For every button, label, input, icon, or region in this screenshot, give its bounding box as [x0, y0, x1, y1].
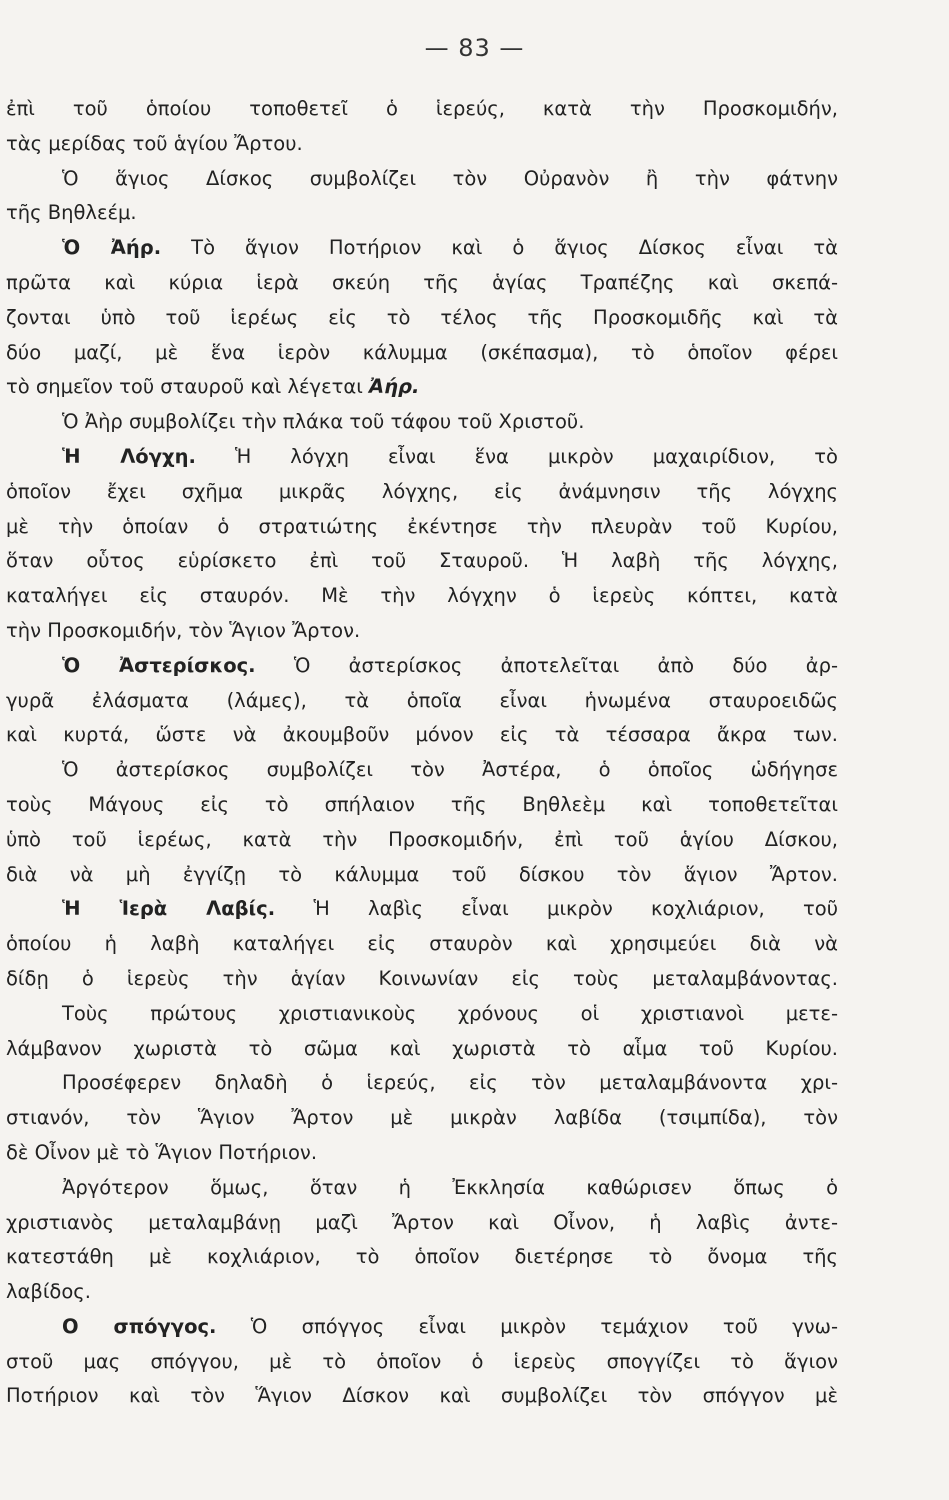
line-text: κατεστάθη μὲ κοχλιάριον, τὸ ὁποῖον διετέρησε τὸ ὄνομα τῆς	[6, 1245, 838, 1269]
text-line	[6, 718, 838, 753]
line-text: καταλήγει εἰς σταυρόν. Μὲ τὴν λόγχην ὁ ἱερεὺς κόπτει, κατὰ	[6, 584, 838, 608]
line-text: στοῦ μας σπόγγου, μὲ τὸ ὁποῖον ὁ ἱερεὺς σπογγίζει τὸ ἅγιον	[6, 1349, 838, 1373]
text-line	[6, 927, 838, 962]
section-heading: Ὁ Ἀήρ.	[62, 236, 162, 260]
emphasized-term: Ἀήρ.	[369, 375, 420, 399]
text-line	[6, 858, 838, 893]
text-line	[6, 1066, 838, 1101]
text-line	[6, 475, 838, 510]
line-text: Ὁ ἀστερίσκος συμβολίζει τὸν Ἀστέρα, ὁ ὁποῖος ὡδήγησε	[62, 758, 838, 782]
section-heading: Ο σπόγγος.	[62, 1314, 217, 1338]
text-line	[6, 962, 838, 997]
line-text: ὁποῖον ἔχει σχῆμα μικρᾶς λόγχης, εἰς ἀνάμνησιν τῆς λόγχης	[6, 479, 838, 503]
text-line	[6, 1379, 838, 1414]
text-line	[6, 649, 838, 684]
text-line	[6, 92, 838, 127]
text-line	[6, 336, 838, 371]
text-line	[6, 997, 838, 1032]
line-text: Ἀργότερον ὅμως, ὅταν ἡ Ἐκκλησία καθώρισεν ὅπως ὁ	[62, 1175, 838, 1199]
line-text: Ὁ Ἀὴρ συμβολίζει τὴν πλάκα τοῦ τάφου τοῦ Χριστοῦ.	[62, 410, 585, 434]
line-text: τὴν Προσκομιδήν, τὸν Ἅγιον Ἄρτον.	[6, 618, 361, 642]
line-text: τὰς μερίδας τοῦ ἁγίου Ἄρτου.	[6, 131, 303, 155]
line-text: χριστιανὸς μεταλαμβάνῃ μαζὶ Ἄρτον καὶ Οἶνον, ἡ λαβὶς ἀντε-	[6, 1210, 838, 1234]
text-line	[6, 614, 838, 649]
line-text: καὶ κυρτά, ὥστε νὰ ἀκουμβοῦν μόνον εἰς τὰ τέσσαρα ἄκρα των.	[6, 723, 838, 747]
line-text: Ὁ σπόγγος εἶναι μικρὸν τεμάχιον τοῦ γνω-	[216, 1314, 838, 1338]
line-text: δὲ Οἶνον μὲ τὸ Ἅγιον Ποτήριον.	[6, 1140, 318, 1164]
text-line	[6, 162, 838, 197]
line-text: Ὁ ἅγιος Δίσκος συμβολίζει τὸν Οὐρανὸν ἢ τὴν φάτνην	[62, 166, 838, 190]
line-text: ὅταν οὗτος εὑρίσκετο ἐπὶ τοῦ Σταυροῦ. Ἡ λαβὴ τῆς λόγχης,	[6, 549, 838, 573]
text-line	[6, 440, 838, 475]
text-line	[6, 1171, 838, 1206]
line-text: τῆς Βηθλεέμ.	[6, 201, 137, 225]
line-text: δύο μαζί, μὲ ἕνα ἱερὸν κάλυμμα (σκέπασμα), τὸ ὁποῖον φέρει	[6, 340, 838, 364]
text-line	[6, 684, 838, 719]
line-text: Ἡ λόγχη εἶναι ἕνα μικρὸν μαχαιρίδιον, τὸ	[195, 444, 838, 468]
text-line	[6, 579, 838, 614]
text-line	[6, 196, 838, 231]
line-text: λαβίδος.	[6, 1280, 91, 1304]
section-heading: Ἡ Λόγχη.	[62, 444, 196, 468]
text-line	[6, 1136, 838, 1171]
line-text: γυρᾶ ἐλάσματα (λάμες), τὰ ὁποῖα εἶναι ἡνωμένα σταυροειδῶς	[6, 688, 838, 712]
line-text: μὲ τὴν ὁποίαν ὁ στρατιώτης ἐκέντησε τὴν πλευρὰν τοῦ Κυρίου,	[6, 514, 838, 538]
text-line	[6, 1240, 838, 1275]
section-heading: Ἡ Ἱερὰ Λαβίς.	[62, 897, 276, 921]
text-line	[6, 892, 838, 927]
line-text: δίδῃ ὁ ἱερεὺς τὴν ἁγίαν Κοινωνίαν εἰς τοὺς μεταλαμβάνοντας.	[6, 966, 838, 990]
line-text: ὁποίου ἡ λαβὴ καταλήγει εἰς σταυρὸν καὶ χρησιμεύει διὰ νὰ	[6, 932, 838, 956]
section-heading: Ὁ Ἀστερίσκος.	[62, 653, 256, 677]
text-line	[6, 1275, 838, 1310]
text-line	[6, 510, 838, 545]
text-line	[6, 1345, 838, 1380]
line-text: ὑπὸ τοῦ ἱερέως, κατὰ τὴν Προσκομιδήν, ἐπὶ τοῦ ἁγίου Δίσκου,	[6, 827, 838, 851]
text-line	[6, 1032, 838, 1067]
line-text: πρῶτα καὶ κύρια ἱερὰ σκεύη τῆς ἁγίας Τραπέζης καὶ σκεπά-	[6, 270, 838, 294]
line-text: ζονται ὑπὸ τοῦ ἱερέως εἰς τὸ τέλος τῆς Προσκομιδῆς καὶ τὰ	[6, 305, 838, 329]
text-line	[6, 544, 838, 579]
line-text: ἐπὶ τοῦ ὁποίου τοποθετεῖ ὁ ἱερεύς, κατὰ τὴν Προσκομιδήν,	[6, 97, 838, 120]
text-line	[6, 823, 838, 858]
line-text: Τὸ ἅγιον Ποτήριον καὶ ὁ ἅγιος Δίσκος εἶναι τὰ	[161, 236, 839, 260]
text-line	[6, 370, 838, 405]
text-line	[6, 788, 838, 823]
text-line	[6, 266, 838, 301]
line-text: Τοὺς πρώτους χριστιανικοὺς χρόνους οἱ χριστιανοὶ μετε-	[62, 1001, 838, 1025]
line-text: στιανόν, τὸν Ἅγιον Ἄρτον μὲ μικρὰν λαβίδα (τσιμπίδα), τὸν	[6, 1106, 838, 1130]
text-line	[6, 753, 838, 788]
line-text: Προσέφερεν δηλαδὴ ὁ ἱερεύς, εἰς τὸν μεταλαμβάνοντα χρι-	[62, 1071, 838, 1095]
page-number: — 83 —	[424, 34, 525, 62]
text-line	[6, 405, 838, 440]
line-text: Ποτήριον καὶ τὸν Ἅγιον Δίσκον καὶ συμβολίζει τὸν σπόγγον μὲ	[6, 1384, 838, 1408]
text-line	[6, 1101, 838, 1136]
text-line	[6, 231, 838, 266]
line-text: τὸ σημεῖον τοῦ σταυροῦ καὶ λέγεται	[6, 375, 370, 399]
line-text: λάμβανον χωριστὰ τὸ σῶμα καὶ χωριστὰ τὸ αἷμα τοῦ Κυρίου.	[6, 1036, 838, 1060]
text-line	[6, 127, 838, 162]
line-text: τοὺς Μάγους εἰς τὸ σπήλαιον τῆς Βηθλεὲμ καὶ τοποθετεῖται	[6, 792, 838, 816]
text-line	[6, 1206, 838, 1241]
line-text: Ἡ λαβὶς εἶναι μικρὸν κοχλιάριον, τοῦ	[275, 897, 838, 921]
body-text	[6, 92, 838, 1414]
text-line	[6, 1310, 838, 1345]
text-line	[6, 301, 838, 336]
line-text: διὰ νὰ μὴ ἐγγίζῃ τὸ κάλυμμα τοῦ δίσκου τὸν ἅγιον Ἄρτον.	[6, 862, 838, 886]
line-text: Ὁ ἀστερίσκος ἀποτελεῖται ἀπὸ δύο ἀρ-	[255, 653, 838, 677]
